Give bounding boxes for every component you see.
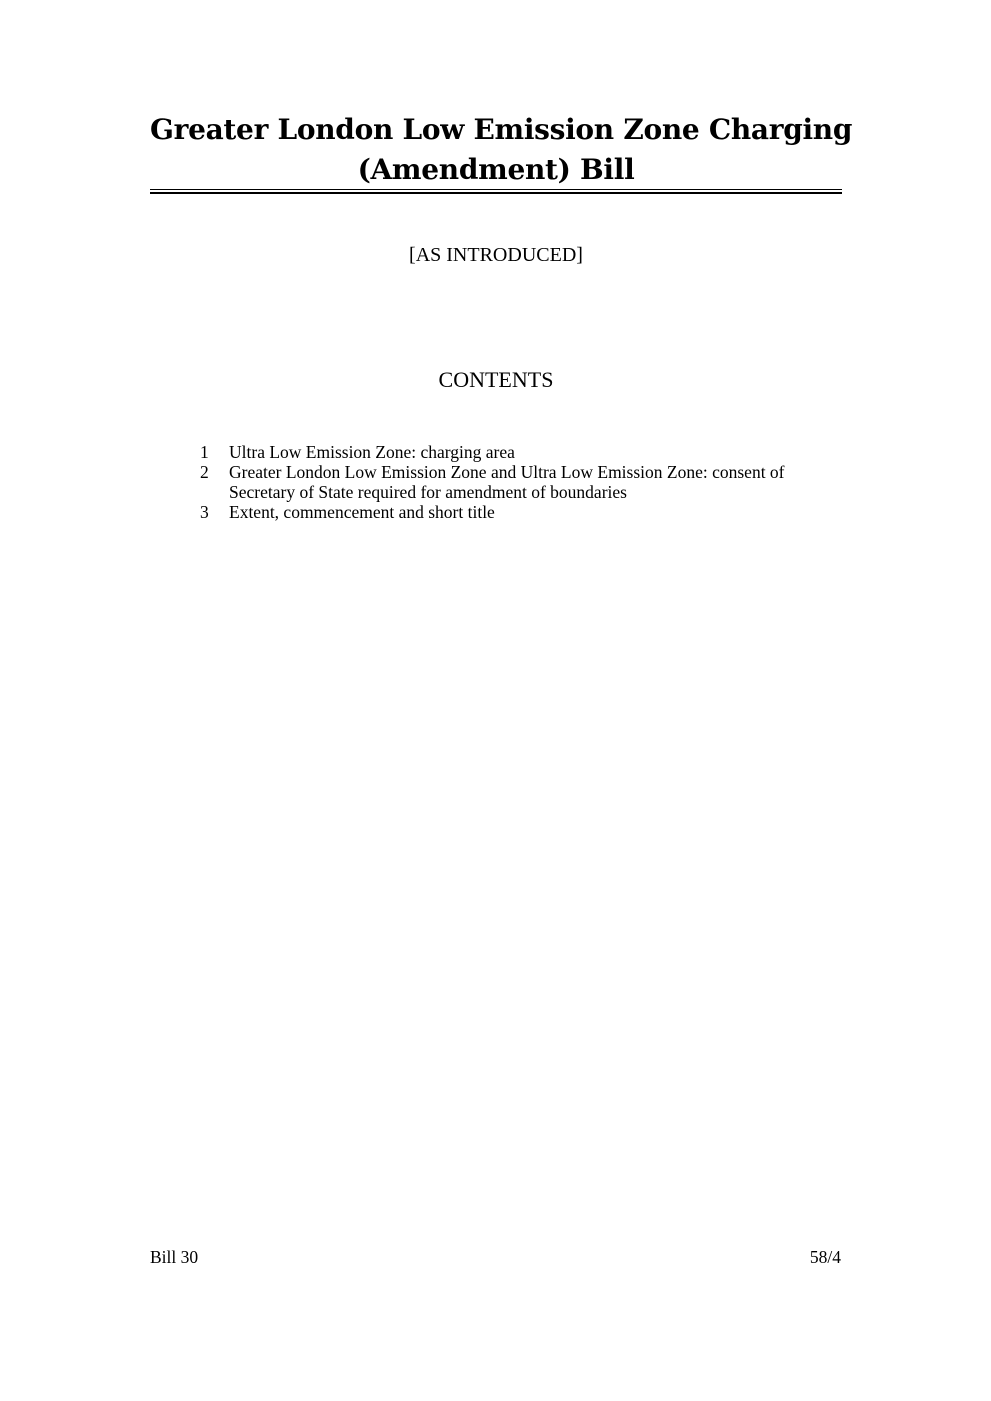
contents-heading: CONTENTS — [438, 367, 554, 392]
toc-item[interactable] — [190, 502, 850, 522]
bill-status: [AS INTRODUCED] — [409, 244, 583, 266]
toc-item-number: 1 — [200, 442, 209, 462]
toc-item-text: Greater London Low Emission Zone and Ultra Low Emission Zone: consent of Secretary of State required for amendment of boundaries — [229, 462, 785, 502]
toc-item[interactable] — [190, 462, 850, 502]
table-of-contents — [190, 442, 850, 522]
bill-title — [150, 110, 853, 190]
toc-item-number: 2 — [200, 462, 209, 482]
bill-title-line-1: Greater London Low Emission Zone Charging — [150, 113, 853, 146]
bill-title-line-2: (Amendment) Bill — [357, 153, 635, 186]
toc-item-text: Ultra Low Emission Zone: charging area — [229, 442, 515, 462]
footer-session-ref: 58/4 — [809, 1247, 841, 1267]
title-rule-thin — [150, 189, 842, 190]
title-rule-thick — [150, 192, 842, 194]
toc-item-text: Extent, commencement and short title — [229, 502, 495, 522]
toc-item[interactable] — [190, 442, 850, 462]
footer-bill-number: Bill 30 — [150, 1247, 199, 1267]
toc-item-number: 3 — [200, 502, 209, 522]
